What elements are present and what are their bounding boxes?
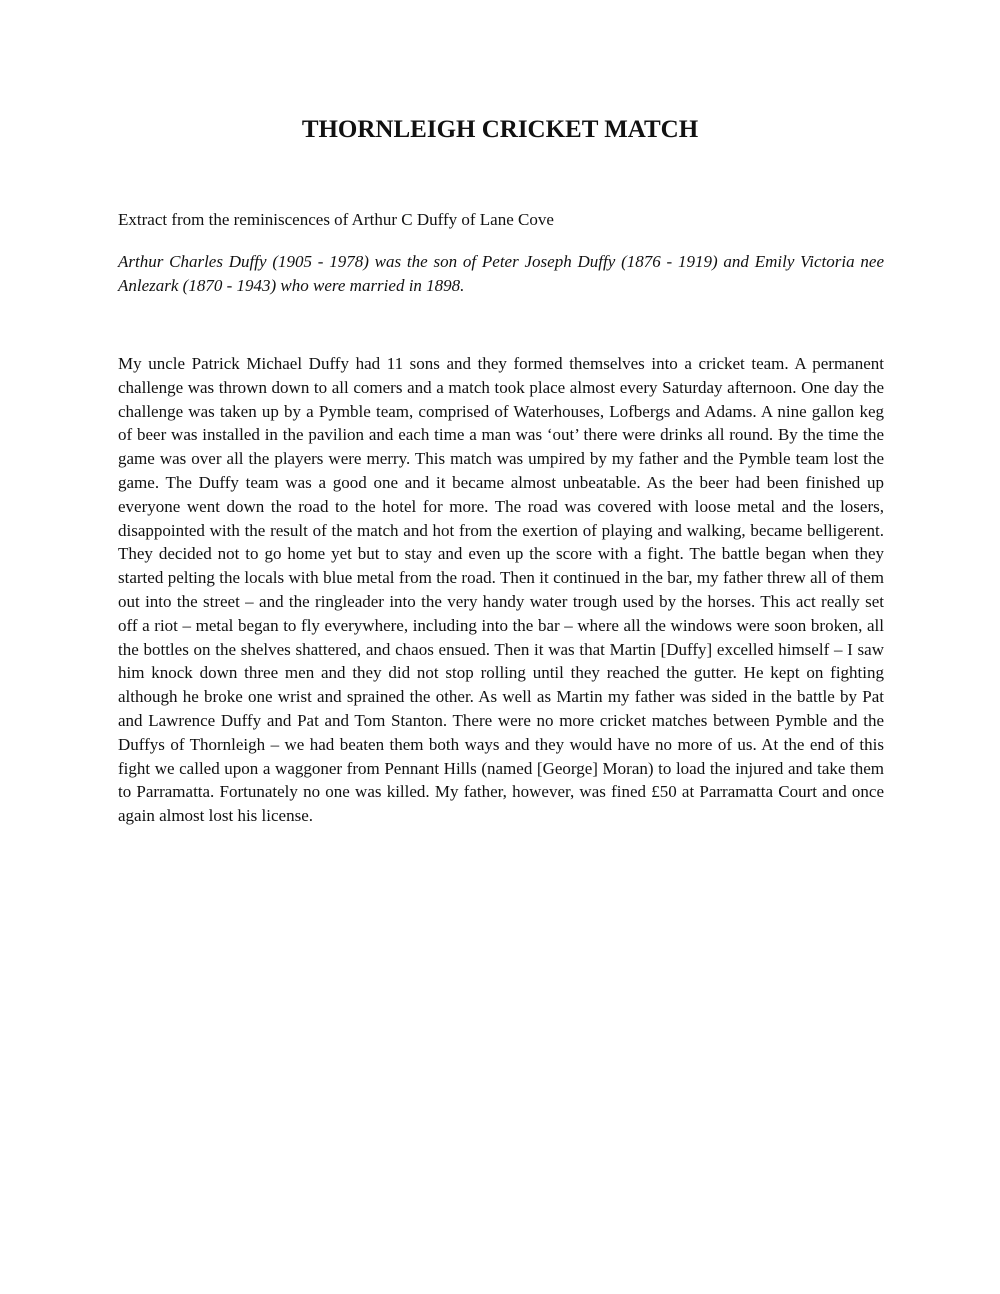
- biographical-note: Arthur Charles Duffy (1905 - 1978) was the son of Peter Joseph Duffy (1876 - 1919) and Emily Victoria nee Anlezark (1870 - 1943) who were married in 1898.: [118, 252, 884, 295]
- body-paragraph: My uncle Patrick Michael Duffy had 11 sons and they formed themselves into a cricket team. A permanent challenge was thrown down to all comers and a match took place almost every Saturday afternoon. One day the challenge was taken up by a Pymble team, comprised of Waterhouses, Lofbergs and Adams. A nine gallon keg of beer was installed in the pavilion and each time a man was ‘out’ there were drinks all round. By the time the game was over all the players were merry. This match was umpired by my father and the Pymble team lost the game. The Duffy team was a good one and it became almost unbeatable. As the beer had been finished up everyone went down the road to the hotel for more. The road was covered with loose metal and the losers, disappointed with the result of the match and hot from the exertion of playing and walking, became belligerent. They decided not to go home yet but to stay and even up the score with a fight. The battle began when they started pelting the locals with blue metal from the road. Then it continued in the bar, my father threw all of them out into the street – and the ringleader into the very handy water trough used by the horses. This act really set off a riot – metal began to fly everywhere, including into the bar – where all the windows were soon broken, all the bottles on the shelves shattered, and chaos ensued. Then it was that Martin [Duffy] excelled himself – I saw him knock down three men and they did not stop rolling until they reached the gutter. He kept on fighting although he broke one wrist and sprained the other. As well as Martin my father was sided in the battle by Pat and Lawrence Duffy and Pat and Tom Stanton. There were no more cricket matches between Pymble and the Duffys of Thornleigh – we had beaten them both ways and they would have no more of us. At the end of this fight we called upon a waggoner from Pennant Hills (named [George] Moran) to load the injured and take them to Parramatta. Fortunately no one was killed. My father, however, was fined £50 at Parramatta Court and once again almost lost his license.: [118, 354, 884, 826]
- document-title: THORNLEIGH CRICKET MATCH: [301, 116, 699, 143]
- extract-line: Extract from the reminiscences of Arthur C Duffy of Lane Cove: [118, 210, 554, 229]
